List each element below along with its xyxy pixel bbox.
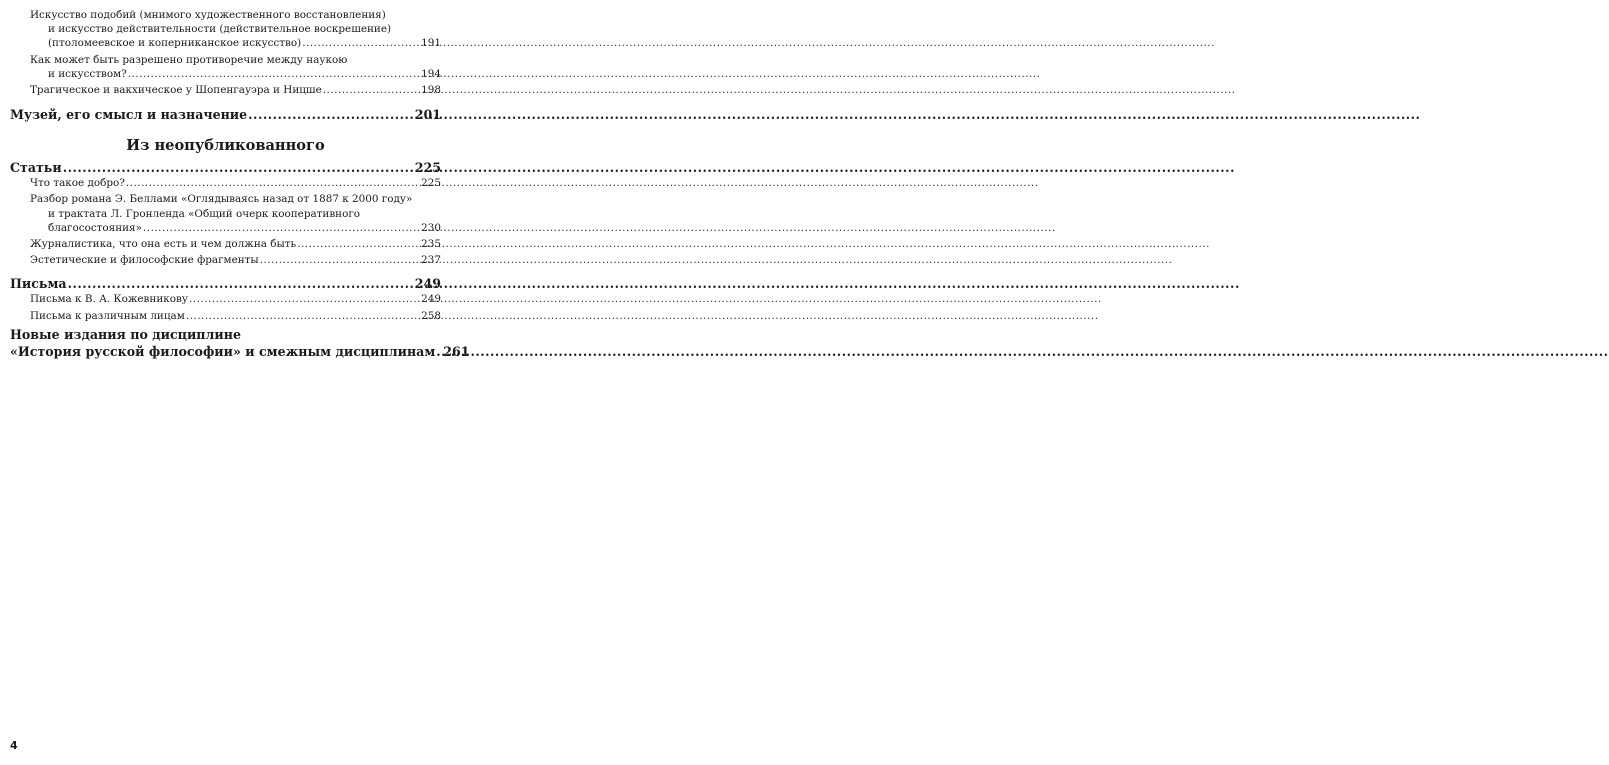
dot-leader [128, 67, 420, 81]
toc-section-title: Музей, его смысл и назначение [10, 107, 248, 123]
toc-entry[interactable] [10, 192, 441, 235]
toc-entry[interactable] [10, 292, 441, 306]
toc-entry-text-line: благосостояния» [48, 221, 142, 234]
toc-entry-text-line: и искусством? [48, 67, 127, 80]
toc-entry-title: Эстетические и философские фрагменты [30, 254, 259, 267]
toc-section-articles[interactable] [10, 159, 441, 176]
toc-page-number: 201 [414, 107, 441, 123]
toc-page-number: 194 [421, 67, 441, 80]
toc-entry[interactable] [10, 237, 441, 251]
toc-page-number: 198 [421, 84, 441, 97]
toc-entry-text-line: и трактата Л. Гронленда «Общий очерк кооперативного [48, 207, 361, 220]
toc-entry-text-line: (птоломеевское и коперниканское искусство) [48, 37, 302, 50]
dot-leader [63, 159, 414, 176]
toc-entry[interactable] [10, 53, 441, 81]
toc-page-number: 249 [421, 293, 441, 306]
table-of-contents [10, 8, 470, 360]
toc-page-number: 230 [421, 221, 441, 234]
toc-page-number: 249 [414, 276, 441, 292]
toc-page-number: 191 [421, 37, 441, 50]
toc-entry-title: Трагическое и вакхическое у Шопенгауэра и Ницше [30, 84, 322, 97]
toc-entry[interactable] [10, 176, 441, 190]
page-number: 4 [10, 739, 18, 752]
toc-section-title: Статьи [10, 160, 62, 176]
toc-entry-text-line: Разбор романа Э. Беллами «Оглядываясь назад от 1887 к 2000 году» [30, 193, 413, 206]
toc-page-number: 235 [421, 238, 441, 251]
toc-section-new-editions[interactable] [10, 326, 470, 360]
dot-leader [302, 36, 420, 50]
dot-leader [297, 237, 420, 251]
toc-entry[interactable] [10, 8, 441, 51]
toc-section-title: Письма [10, 276, 67, 292]
toc-section-title-line: «История русской философии» и смежным дисциплинам [10, 343, 436, 359]
dot-leader [68, 275, 414, 292]
toc-entry[interactable] [10, 83, 441, 97]
unpublished-heading: Из неопубликованного [126, 137, 325, 155]
toc-entry-title: Что такое добро? [30, 177, 125, 190]
toc-section-title-line: Новые издания по дисциплине [10, 326, 241, 342]
toc-page-number: 258 [421, 309, 441, 322]
dot-leader [143, 221, 420, 235]
toc-page-number: 261 [443, 343, 470, 359]
dot-leader [186, 309, 420, 323]
toc-entry-title: Письма к В. А. Кожевникову [30, 293, 188, 306]
toc-page-number: 237 [421, 254, 441, 267]
toc-entry-text-line: и искусство действительности (действительное воскрешение) [48, 23, 392, 36]
dot-leader [260, 253, 420, 267]
toc-section-letters[interactable] [10, 275, 441, 292]
toc-entry-text-line: Как может быть разрешено противоречие между наукою [30, 53, 348, 66]
dot-leader [189, 292, 420, 306]
toc-section-museum[interactable] [10, 106, 441, 123]
toc-page-number: 225 [421, 177, 441, 190]
toc-entry-title: Журналистика, что она есть и чем должна быть [30, 238, 297, 251]
toc-entry-text-line: Искусство подобий (мнимого художественного восстановления) [30, 9, 386, 21]
dot-leader [436, 343, 442, 360]
dot-leader [126, 176, 420, 190]
toc-entry[interactable] [10, 253, 441, 267]
dot-leader [323, 83, 420, 97]
toc-entry[interactable] [10, 309, 441, 323]
toc-page-number: 225 [414, 160, 441, 176]
dot-leader [248, 106, 414, 123]
toc-entry-title: Письма к различным лицам [30, 309, 185, 322]
